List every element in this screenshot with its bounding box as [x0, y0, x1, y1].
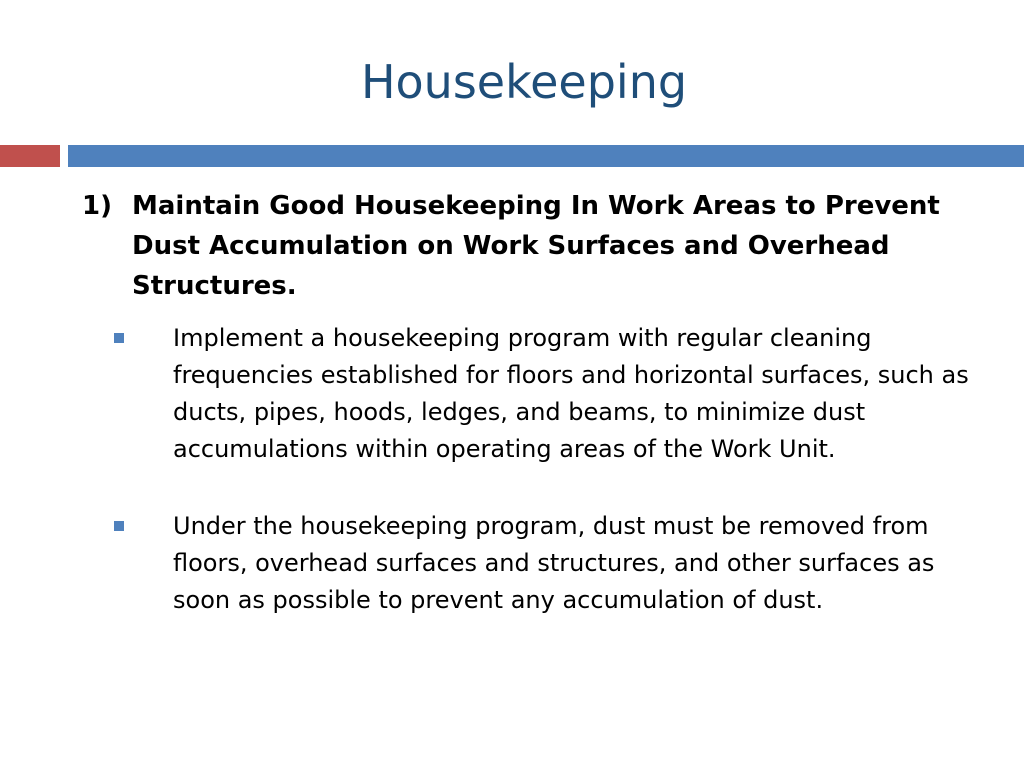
square-bullet-icon [114, 521, 124, 531]
accent-bar-red [0, 145, 60, 167]
sub-point-text: Under the housekeeping program, dust must be removed from floors, overhead surfaces and structures, and other surfaces as soon as possible to prevent any accumulation of dust. [173, 512, 935, 614]
point-text: Maintain Good Housekeeping In Work Areas to Prevent Dust Accumulation on Work Surfaces and Overhead Structures. [132, 191, 940, 301]
square-bullet-icon [114, 333, 124, 343]
accent-bar-blue [68, 145, 1024, 167]
point-number: 1) [82, 191, 112, 221]
sub-point-text: Implement a housekeeping program with regular cleaning frequencies established for floors and horizontal surfaces, such as ducts, pipes, hoods, ledges, and beams, to minimize dust accumulations within operating areas of the Work Unit. [173, 324, 969, 463]
slide-title: Housekeeping [360, 55, 688, 109]
